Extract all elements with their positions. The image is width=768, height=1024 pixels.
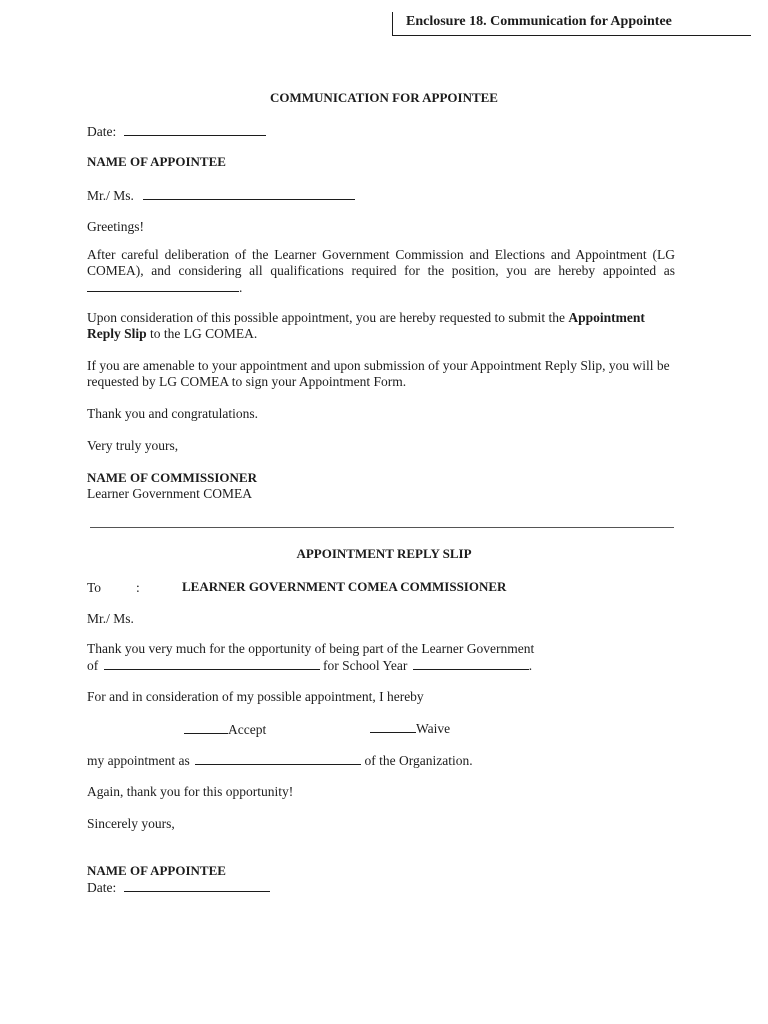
- waive-option[interactable]: [370, 720, 450, 737]
- reply-slip-reference: Appointment Reply Slip: [87, 310, 645, 341]
- enclosure-tag: Enclosure 18. Communication for Appointee: [406, 14, 672, 29]
- reply-date-blank[interactable]: [124, 879, 270, 892]
- letter-date-blank[interactable]: [124, 123, 266, 136]
- reply-salutation: Mr./ Ms.: [87, 611, 134, 626]
- letter-paragraph-2-start: Upon consideration of this possible appointment, you are hereby requested to submit the: [87, 310, 566, 325]
- organization-blank[interactable]: [104, 657, 320, 670]
- school-year-label: for School Year: [323, 658, 408, 673]
- appointment-as-line: [87, 752, 473, 769]
- accept-label: Accept: [228, 722, 267, 737]
- letter-appointee-heading: NAME OF APPOINTEE: [87, 154, 226, 169]
- accept-option[interactable]: [184, 721, 266, 738]
- reply-date-label: Date:: [87, 880, 117, 895]
- appointment-position-blank[interactable]: [195, 752, 361, 765]
- appointment-as-label: my appointment as: [87, 753, 190, 768]
- reply-paragraph-1-line-1: Thank you very much for the opportunity of being part of the Learner Government: [87, 641, 535, 656]
- letter-paragraph-3: If you are amenable to your appointment and upon submission of your Appointment Reply Slip, you will be requested by LG COMEA to sign your Appointment Form.: [87, 358, 670, 389]
- letter-greeting: Greetings!: [87, 219, 144, 234]
- commissioner-org: Learner Government COMEA: [87, 486, 252, 501]
- reply-to-recipient: LEARNER GOVERNMENT COMEA COMMISSIONER: [182, 579, 507, 594]
- reply-of-label: of: [87, 658, 99, 673]
- letter-date-label: Date:: [87, 124, 117, 139]
- letter-paragraph-2: [87, 310, 675, 342]
- position-blank[interactable]: [87, 279, 239, 292]
- letter-paragraph-2-end: to the LG COMEA.: [150, 326, 258, 341]
- reply-again-thanks: Again, thank you for this opportunity!: [87, 784, 294, 799]
- reply-slip-title: APPOINTMENT REPLY SLIP: [296, 546, 472, 561]
- of-organization-label: of the Organization.: [364, 753, 473, 768]
- reply-paragraph-2: For and in consideration of my possible appointment, I hereby: [87, 689, 424, 704]
- reply-to-label: To: [87, 580, 102, 595]
- letter-salutation-label: Mr./ Ms.: [87, 188, 134, 203]
- reply-closing: Sincerely yours,: [87, 816, 175, 831]
- letter-closing: Very truly yours,: [87, 438, 179, 453]
- waive-blank[interactable]: [370, 720, 416, 733]
- reply-appointee-heading: NAME OF APPOINTEE: [87, 863, 226, 878]
- waive-label: Waive: [416, 721, 451, 736]
- letter-salutation-line: [87, 187, 355, 204]
- commissioner-name: NAME OF COMMISSIONER: [87, 470, 257, 485]
- reply-date-line: [87, 879, 270, 896]
- school-year-blank[interactable]: [413, 657, 529, 670]
- section-divider: [90, 527, 674, 528]
- letter-date-line: [87, 123, 266, 140]
- letter-salutation-blank[interactable]: [143, 187, 355, 200]
- accept-blank[interactable]: [184, 721, 228, 734]
- letter-paragraph-1: After careful deliberation of the Learner Government Commission and Elections and Appointment (LG COMEA), and considering all qualifications required for the position, you are hereby appointed as .: [87, 247, 675, 295]
- letter-title: COMMUNICATION FOR APPOINTEE: [270, 90, 498, 105]
- letter-thanks: Thank you and congratulations.: [87, 406, 258, 421]
- reply-paragraph-1-line-2: of for School Year .: [87, 658, 533, 673]
- reply-to-separator: :: [136, 580, 140, 595]
- letter-paragraph-1-text: After careful deliberation of the Learner Government Commission and Elections and Appointment (LG COMEA), and considering all qualifications required for the position, you are hereby appointed as: [87, 247, 675, 278]
